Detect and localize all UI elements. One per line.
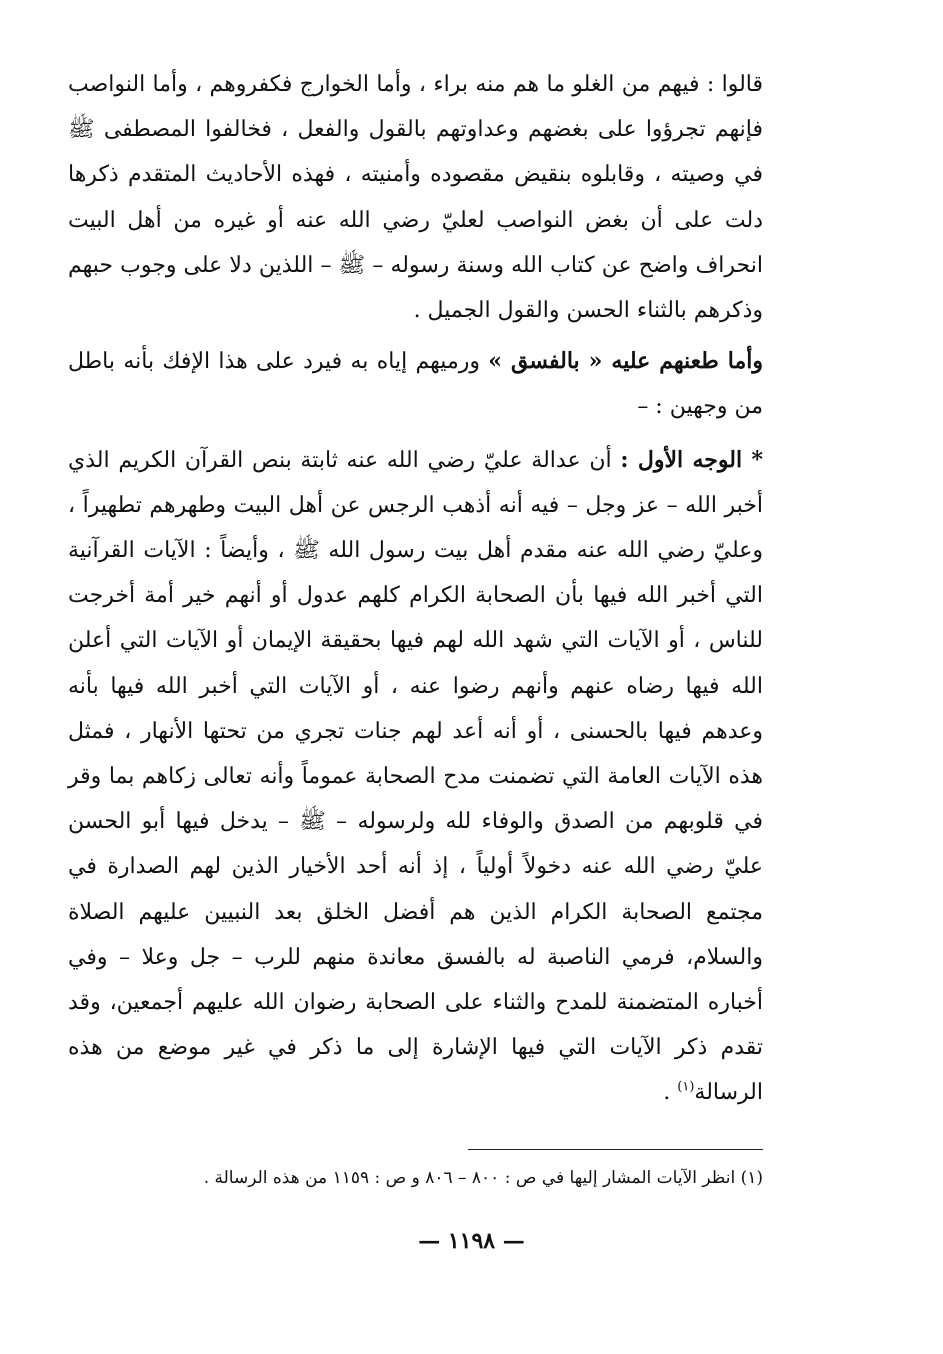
paragraph-3-end: . [663,1080,678,1106]
paragraph-3 [68,438,763,1116]
paragraph-2-heading: وأما طعنهم عليه « بالفسق » [488,348,763,375]
paragraph-2 [68,339,763,429]
footnote-reference: (١) [677,1080,695,1096]
footnote: (١) انظر الآيات المشار إليها في ص : ٨٠٠ – ٨٠٦ و ص : ١١٥٩ من هذه الرسالة . [203,1168,763,1188]
footnote-divider [468,1149,763,1150]
paragraph-3-text: أن عدالة عليّ رضي الله عنه ثابتة بنص القرآن الكريم الذي أخبر الله – عز وجل – فيه أنه أذهب الرجس عن أهل البيت وطهرهم تطهيراً ، وعليّ رضي الله عنه مقدم أهل بيت رسول الله ﷺ ، وأيضاً : الآيات القرآنية التي أخبر الله فيها بأن الصحابة الكرام كلهم عدول أو أنهم خير أمة أخرجت للناس ، أو الآيات التي شهد الله لهم فيها بحقيقة الإيمان أو الآيات التي أعلن الله فيها رضاه عنهم وأنهم رضوا عنه ، أو الآيات التي أخبر الله فيها بأنه وعدهم فيها بالحسنى ، أو أنه أعد لهم جنات تجري من تحتها الأنهار ، فمثل هذه الآيات العامة التي تضمنت مدح الصحابة عموماً وأنه تعالى زكاهم بما وقر في قلوبهم من الصدق والوفاء لله ولرسوله – ﷺ – يدخل فيها أبو الحسن عليّ رضي الله عنه دخولاً أولياً ، إذ أنه أحد الأخيار الذين لهم الصدارة في مجتمع الصحابة الكرام الذين هم أفضل الخلق بعد النبيين عليهم الصلاة والسلام، فرمي الناصبة له بالفسق معاندة منهم للرب – جل وعلا – وفي أخباره المتضمنة للمدح والثناء على الصحابة رضوان الله عليهم أجمعين، وقد تقدم ذكر الآيات التي فيها الإشارة إلى ما ذكر في غير موضع من هذه الرسالة [68,447,763,1106]
paragraph-1-text: قالوا : فيهم من الغلو ما هم منه براء ، وأما الخوارج فكفروهم ، وأما النواصب فإنهم تجرؤوا على بغضهم وعداوتهم بالقول والفعل ، فخالفوا المصطفى ﷺ في وصيته ، وقابلوه بنقيض مقصوده وأمنيته ، فهذه الأحاديث المتقدم ذكرها دلت على أن بغض النواصب لعليّ رضي الله عنه أو غيره من أهل البيت انحراف واضح عن كتاب الله وسنة رسوله – ﷺ – اللذين دلا على وجوب حبهم وذكرهم بالثناء الحسن والقول الجميل . [68,72,763,324]
paragraph-3-heading: * الوجه الأول : [620,446,763,473]
paragraph-1 [68,62,763,333]
paragraph-2-text: ورميهم إياه به فيرد على هذا الإفك بأنه باطل من وجهين : – [68,349,763,420]
page-number: — ١١٩٨ — [418,1228,525,1254]
main-text [68,62,763,1116]
